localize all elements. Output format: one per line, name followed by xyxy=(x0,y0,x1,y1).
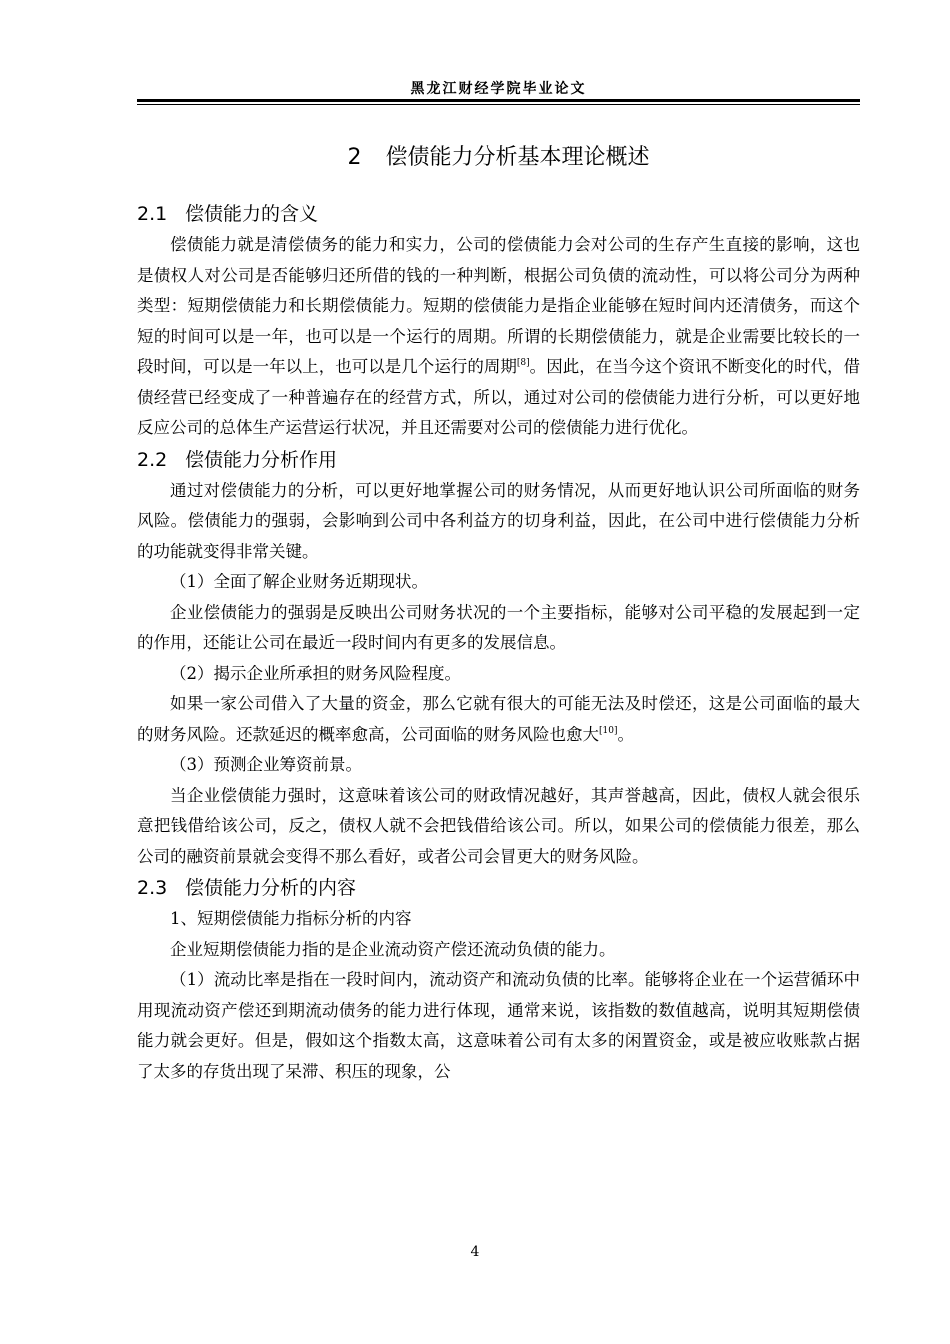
chapter-title-text: 偿债能力分析基本理论概述 xyxy=(385,145,650,170)
paragraph: 企业偿债能力的强弱是反映出公司财务状况的一个主要指标，能够对公司平稳的发展起到一定的作用，还能让公司在最近一段时间内有更多的发展信息。 xyxy=(137,602,860,652)
paragraph: 企业短期偿债能力指的是企业流动资产偿还流动负债的能力。 xyxy=(170,939,616,959)
section-number: 2.1 xyxy=(137,203,168,225)
body-content xyxy=(137,198,860,1087)
paragraph xyxy=(137,230,860,444)
paragraph-text: 偿债能力就是清偿债务的能力和实力，公司的偿债能力会对公司的生存产生直接的影响，这也是债权人对公司是否能够归还所借的钱的一种判断，根据公司负债的流动性，可以将公司分为两种类型：短期偿债能力和长期偿债能力。短期的偿债能力是指企业能够在短时间内还清债务，而这个短的时间可以是一年，也可以是一个运行的周期。所谓的长期偿债能力，就是企业需要比较长的一段时间，可以是一年以上，也可以是几个运行的周期 xyxy=(137,235,860,376)
header-rule-thin xyxy=(137,104,860,105)
section-number: 2.3 xyxy=(137,877,168,899)
paragraph xyxy=(137,689,860,750)
paragraph: 1、短期偿债能力指标分析的内容 xyxy=(170,909,412,928)
chapter-number: 2 xyxy=(347,145,362,170)
paragraph-text: 如果一家公司借入了大量的资金，那么它就有很大的可能无法及时偿还，这是公司面临的最大的财务风险。还款延迟的概率愈高，公司面临的财务风险也愈大 xyxy=(137,694,860,744)
section-title: 偿债能力分析的内容 xyxy=(185,877,357,899)
page-number: 4 xyxy=(470,1244,480,1260)
section-heading xyxy=(137,198,860,230)
chapter-title xyxy=(137,140,860,171)
paragraph: （2）揭示企业所承担的财务风险程度。 xyxy=(170,663,461,683)
paragraph: （1）流动比率是指在一段时间内，流动资产和流动负债的比率。能够将企业在一个运营循环中用现流动资产偿还到期流动债务的能力进行体现，通常来说，该指数的数值越高，说明其短期偿债能力就会更好。但是，假如这个指数太高，这意味着公司有太多的闲置资金，或是被应收账款占据了太多的存货出现了呆滞、积压的现象，公 xyxy=(137,970,860,1081)
section-heading xyxy=(137,444,860,476)
citation-ref: [10] xyxy=(599,725,618,736)
paragraph: 通过对偿债能力的分析，可以更好地掌握公司的财务情况，从而更好地认识公司所面临的财务风险。偿债能力的强弱，会影响到公司中各利益方的切身利益，因此，在公司中进行偿债能力分析的功能就变得非常关键。 xyxy=(137,480,860,561)
running-header: 黑龙江财经学院毕业论文 xyxy=(410,81,587,97)
paragraph-text: 。因此，在当今这个资讯不断变化的时代，借债经营已经变成了一种普遍存在的经营方式，所以，通过对公司的偿债能力进行分析，可以更好地反应公司的总体生产运营运行状况，并且还需要对公司的偿债能力进行优化。 xyxy=(137,357,861,437)
section-title: 偿债能力分析作用 xyxy=(185,448,338,471)
paragraph: 当企业偿债能力强时，这意味着该公司的财政情况越好，其声誉越高，因此，债权人就会很乐意把钱借给该公司，反之，债权人就不会把钱借给该公司。所以，如果公司的偿债能力很差，那么公司的融资前景就会变得不那么看好，或者公司会冒更大的财务风险。 xyxy=(137,785,860,866)
header-rule-thick xyxy=(137,99,860,102)
paragraph: （3）预测企业筹资前景。 xyxy=(170,755,362,774)
citation-ref: [8] xyxy=(516,358,530,368)
section-number: 2.2 xyxy=(137,448,168,471)
section-heading xyxy=(137,872,860,904)
section-title: 偿债能力的含义 xyxy=(185,203,319,225)
paragraph: （1）全面了解企业财务近期现状。 xyxy=(170,572,428,591)
paragraph-text: 。 xyxy=(617,724,634,744)
